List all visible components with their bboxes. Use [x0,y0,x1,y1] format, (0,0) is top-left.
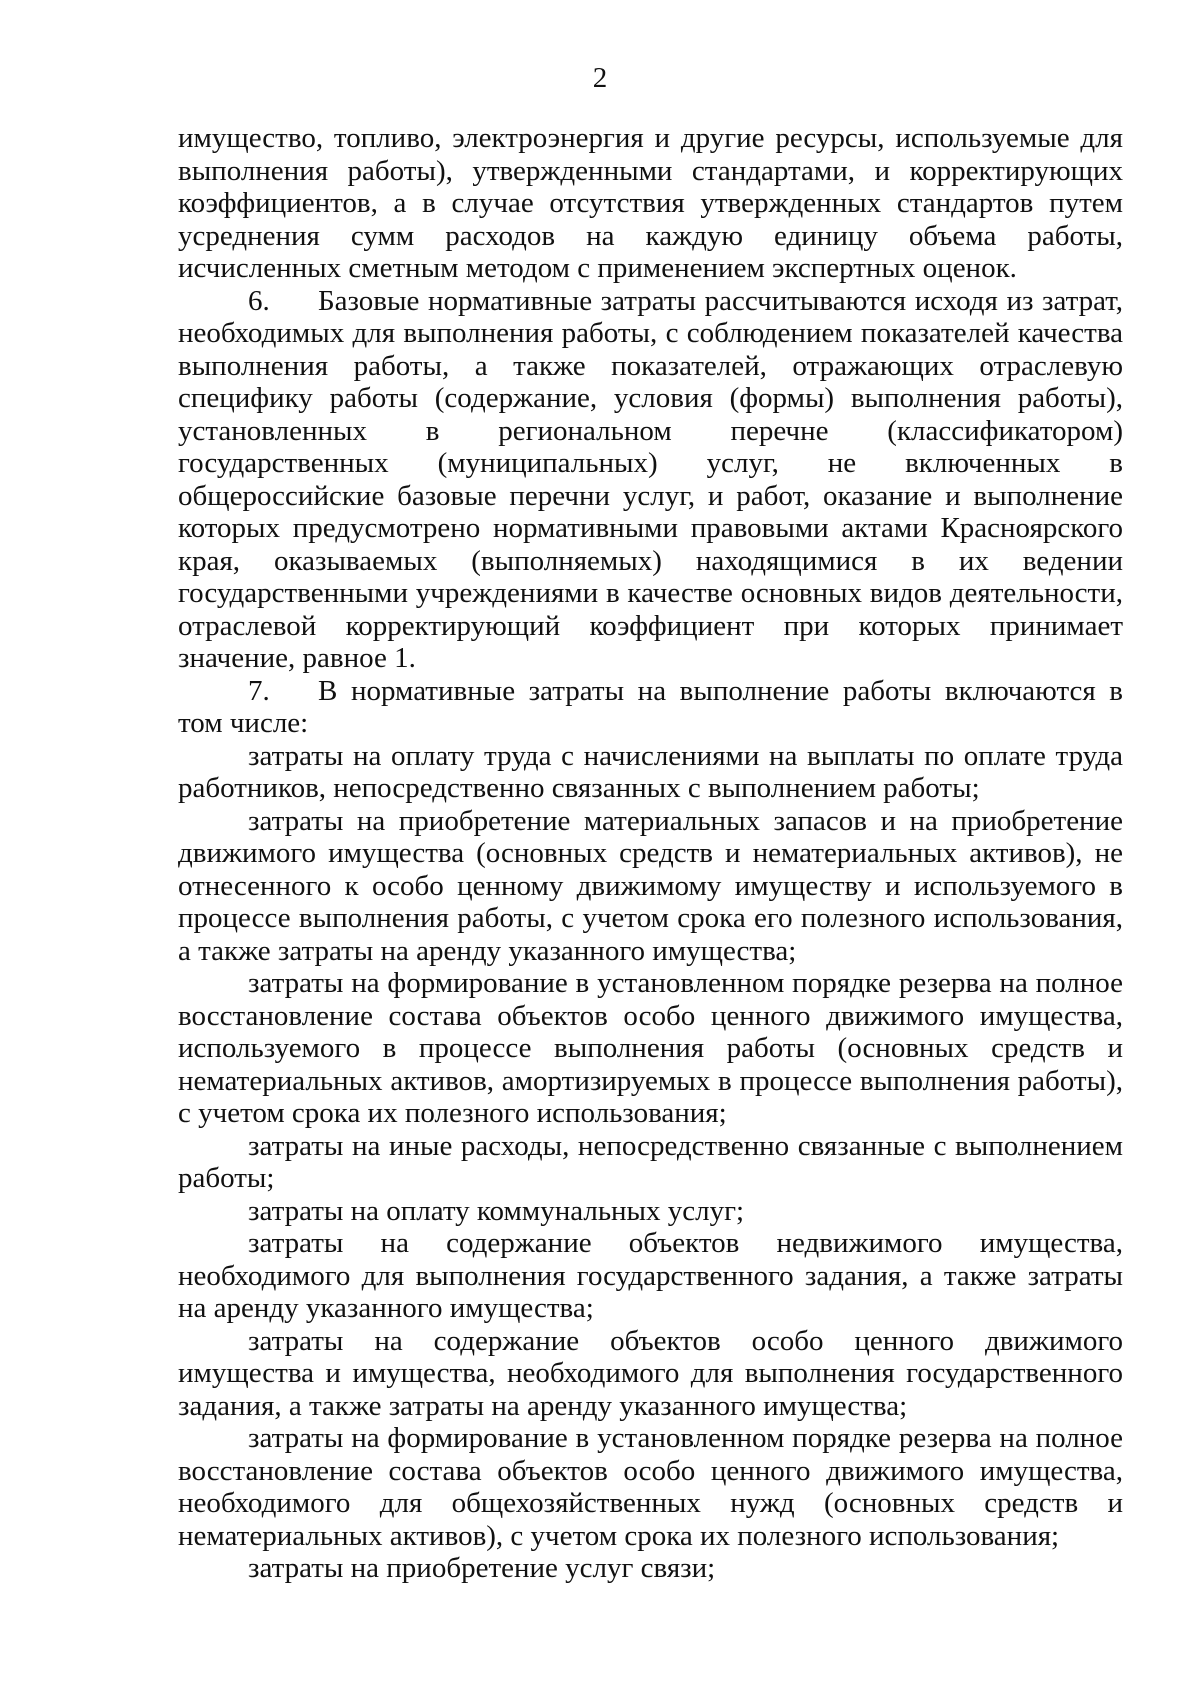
paragraph-text: затраты на иные расходы, непосредственно связанные с выполнением работы; [178,1129,1123,1194]
paragraph-text: Базовые нормативные затраты рассчитываются исходя из затрат, необходимых для выполнения работы, с соблюдением показателей качества выполнения работы, а также показателей, отражающих отраслевую специфику работы (содержание, условия (формы) выполнения работы), установленных в региональном перечне (классификатором) государственных (муниципальных) услуг, не включенных в общероссийские базовые перечни услуг, и работ, оказание и выполнение которых предусмотрено нормативными правовыми актами Красноярского края, оказываемых (выполняемых) находящимися в их ведении государственными учреждениями в качестве основных видов деятельности, отраслевой корректирующий коэффициент при которых принимает значение, равное 1. [178,284,1123,674]
paragraph-text: В нормативные затраты на выполнение работы включаются в том числе: [178,674,1123,739]
paragraph-text: затраты на содержание объектов особо ценного движимого имущества и имущества, необходимого для выполнения государственного задания, а также затраты на аренду указанного имущества; [178,1324,1123,1422]
paragraph-text: затраты на оплату коммунальных услуг; [248,1194,745,1227]
paragraph-item-6 [178,285,1123,675]
list-item [178,805,1123,968]
paragraph-text: затраты на приобретение материальных запасов и на приобретение движимого имущества (основных средств и нематериальных активов), не отнесенного к особо ценному движимому имуществу и используемого в процессе выполнения работы, с учетом срока его полезного использования, а также затраты на аренду указанного имущества; [178,804,1123,967]
list-item [178,1325,1123,1423]
paragraph-text: затраты на формирование в установленном порядке резерва на полное восстановление состава объектов особо ценного движимого имущества, используемого в процессе выполнения работы (основных средств и нематериальных активов, амортизируемых в процессе выполнения работы), с учетом срока их полезного использования; [178,967,1123,1129]
list-item [178,740,1123,805]
page-number: 2 [592,62,608,94]
document-body [178,122,1123,1585]
list-item [178,1195,1123,1228]
paragraph-text: затраты на содержание объектов недвижимого имущества, необходимого для выполнения государственного задания, а также затраты на аренду указанного имущества; [178,1227,1123,1324]
paragraph-text: имущество, топливо, электроэнергия и другие ресурсы, используемые для выполнения работы), утвержденными стандартами, и корректирующих коэффициентов, а в случае отсутствия утвержденных стандартов путем усреднения сумм расходов на каждую единицу объема работы, исчисленных сметным методом с применением экспертных оценок. [178,122,1123,284]
paragraph-text: затраты на оплату труда с начислениями на выплаты по оплате труда работников, непосредственно связанных с выполнением работы; [178,739,1123,804]
paragraph-number: 7. [248,674,270,707]
paragraph-item-7 [178,675,1123,740]
paragraph-continuation [178,122,1123,285]
paragraph-number: 6. [248,284,270,317]
list-item [178,1130,1123,1195]
list-item [178,967,1123,1130]
paragraph-text: затраты на приобретение услуг связи; [248,1552,716,1584]
list-item [178,1422,1123,1552]
paragraph-text: затраты на формирование в установленном порядке резерва на полное восстановление состава объектов особо ценного движимого имущества, необходимого для общехозяйственных нужд (основных средств и нематериальных активов), с учетом срока их полезного использования; [178,1422,1123,1552]
list-item [178,1552,1123,1585]
list-item [178,1227,1123,1325]
